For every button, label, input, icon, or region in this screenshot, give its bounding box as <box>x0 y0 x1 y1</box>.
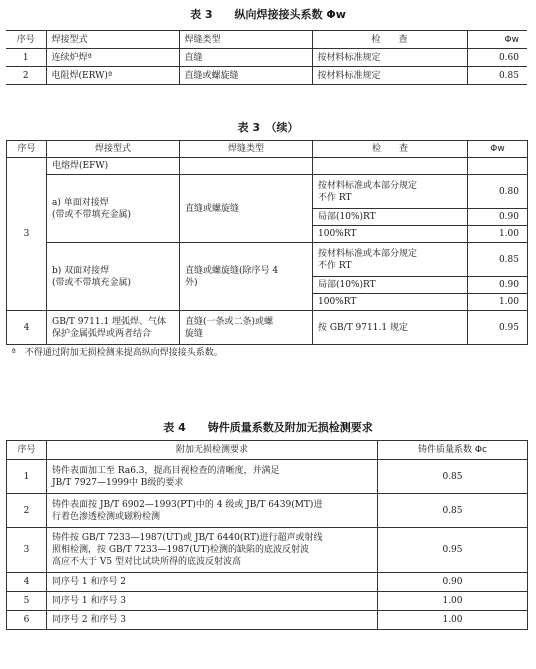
table-cell: 铸件表面加工至 Ra6.3，提高目视检查的清晰度，并满足 JB/T 7927—1999中 B级的要求 <box>47 460 378 494</box>
table-row <box>7 494 528 528</box>
header-cell: Φw <box>467 31 527 49</box>
table-cell: 局部(10%)RT <box>313 277 468 294</box>
table-cell: 0.90 <box>468 209 528 226</box>
table-cell: 直缝 <box>179 49 312 67</box>
table3-continued-title: 表 3 （续） <box>237 121 299 134</box>
table-row <box>7 611 528 630</box>
table-cell: 0.95 <box>468 311 528 345</box>
table-cell: 同序号 2 和序号 3 <box>47 611 378 630</box>
table-cell: 100%RT <box>313 294 468 311</box>
table3-title: 表 3 纵向焊接接头系数 Φw <box>190 8 346 21</box>
table-cell: 3 <box>7 158 47 311</box>
table-cell: 0.95 <box>378 528 528 573</box>
table-cell: 1 <box>6 49 46 67</box>
table-cell: 同序号 1 和序号 3 <box>47 592 378 611</box>
header-cell: 检 查 <box>312 31 467 49</box>
header-cell: 焊接型式 <box>46 31 179 49</box>
table-cell: 同序号 1 和序号 2 <box>47 573 378 592</box>
header-cell: 序号 <box>6 31 46 49</box>
table-cell: 按材料标准规定 <box>312 67 467 85</box>
header-cell: 焊缝类型 <box>180 141 313 158</box>
table-cell: 4 <box>7 311 47 345</box>
table-footnote-row <box>7 345 528 362</box>
table-row <box>7 243 528 277</box>
header-cell: 序号 <box>7 141 47 158</box>
table-cell: 2 <box>7 494 47 528</box>
table-cell: 1.00 <box>378 592 528 611</box>
table-cell: 直缝(一条或二条)或螺 旋缝 <box>180 311 313 345</box>
table-cell: 0.80 <box>468 175 528 209</box>
table-row <box>7 311 528 345</box>
header-cell: 附加无损检测要求 <box>47 441 378 460</box>
table-cell: 铸件表面按 JB/T 6902—1993(PT)中的 4 级或 JB/T 6439(MT)进 行着色渗透检测或磁粉检测 <box>47 494 378 528</box>
table-header-row <box>7 441 528 460</box>
table-cell: 0.85 <box>378 494 528 528</box>
table-cell: 1.00 <box>468 226 528 243</box>
table-cell: 5 <box>7 592 47 611</box>
table3-footnote: ª 不得通过附加无损检测来提高纵向焊接接头系数。 <box>7 345 528 362</box>
table-cell: 按材料标准或本部分规定 不作 RT <box>313 175 468 209</box>
header-cell: 焊接型式 <box>47 141 180 158</box>
header-cell: 检 查 <box>313 141 468 158</box>
header-cell: 铸件质量系数 Φc <box>378 441 528 460</box>
table4 <box>6 440 528 630</box>
table-header-row <box>6 31 527 49</box>
table3 <box>6 30 527 85</box>
table4-title: 表 4 铸件质量系数及附加无损检测要求 <box>163 421 373 434</box>
table-cell: 按材料标准规定 <box>312 49 467 67</box>
header-cell: 焊缝类型 <box>179 31 312 49</box>
table-cell: 2 <box>6 67 46 85</box>
table-row <box>7 175 528 209</box>
table-cell: 电熔焊(EFW) <box>47 158 180 175</box>
header-cell: Φw <box>468 141 528 158</box>
table-cell: 0.85 <box>378 460 528 494</box>
table-cell: 0.60 <box>467 49 527 67</box>
table-cell: b) 双面对接焊 (带或不带填充金属) <box>47 243 180 311</box>
table-cell: 0.90 <box>468 277 528 294</box>
table-cell: 0.90 <box>378 573 528 592</box>
table-cell: 局部(10%)RT <box>313 209 468 226</box>
table-cell: 电阻焊(ERW)ª <box>46 67 179 85</box>
table-row <box>6 49 527 67</box>
table-cell: 100%RT <box>313 226 468 243</box>
table-cell: 6 <box>7 611 47 630</box>
table-row <box>7 592 528 611</box>
table-cell: 按材料标准或本部分规定 不作 RT <box>313 243 468 277</box>
table-cell: 1.00 <box>378 611 528 630</box>
table-row <box>7 573 528 592</box>
table-cell: 连续炉焊ª <box>46 49 179 67</box>
table-cell: 0.85 <box>467 67 527 85</box>
table-cell: 直缝或螺旋缝 <box>180 175 313 243</box>
table-cell: 0.85 <box>468 243 528 277</box>
table-cell: a) 单面对接焊 (带或不带填充金属) <box>47 175 180 243</box>
table-cell: 铸件按 GB/T 7233—1987(UT)或 JB/T 6440(RT)进行超声或射线 照相检测，按 GB/T 7233—1987(UT)检测的缺陷的底波反射波 高应不大于 V5 型对比试块所得的底波反射波高 <box>47 528 378 573</box>
table-row <box>6 67 527 85</box>
header-cell: 序号 <box>7 441 47 460</box>
table-cell: 1.00 <box>468 294 528 311</box>
table-cell: 按 GB/T 9711.1 规定 <box>313 311 468 345</box>
table3-continued <box>6 140 528 361</box>
table-header-row <box>7 141 528 158</box>
table-cell: 4 <box>7 573 47 592</box>
table-row <box>7 528 528 573</box>
table-cell: 直缝或螺旋缝 <box>179 67 312 85</box>
table-cell: 1 <box>7 460 47 494</box>
table-cell: GB/T 9711.1 埋弧焊、气体 保护金属弧焊或两者结合 <box>47 311 180 345</box>
table-cell: 3 <box>7 528 47 573</box>
table-row <box>7 158 528 175</box>
table-row <box>7 460 528 494</box>
table-cell: 直缝或螺旋缝(除序号 4 外) <box>180 243 313 311</box>
